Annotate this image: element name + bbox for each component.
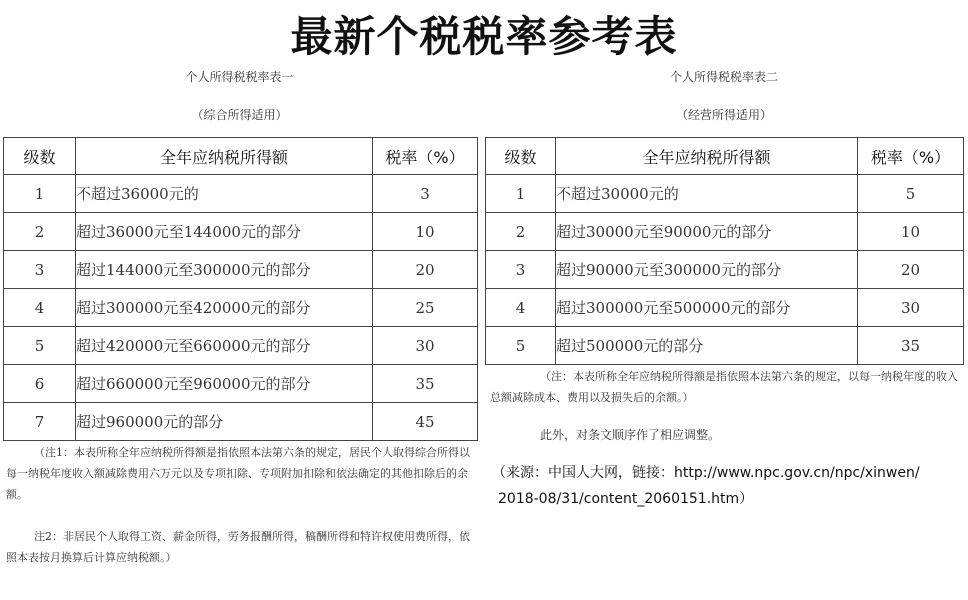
table1-caption: 个人所得税税率表一 [185,70,294,84]
cell-amount: 超过30000元至90000元的部分 [556,213,858,251]
cell-rate: 10 [373,213,478,251]
cell-rate: 30 [858,289,964,327]
table2-caption: 个人所得税税率表二 [669,70,778,84]
cell-amount: 超过420000元至660000元的部分 [76,327,373,365]
table-row [4,327,478,365]
header-level: 级数 [486,138,556,175]
cell-rate: 5 [858,175,964,213]
cell-rate: 20 [373,251,478,289]
cell-rate: 35 [373,365,478,403]
cell-level: 6 [4,365,76,403]
cell-rate: 20 [858,251,964,289]
cell-level: 1 [486,175,556,213]
table2-extra-text: 此外，对条文顺序作了相应调整。 [540,428,721,442]
cell-level: 5 [4,327,76,365]
header-amount: 全年应纳税所得额 [76,138,373,175]
table2-subcaption: （经营所得适用） [675,108,772,122]
table-row [486,175,964,213]
cell-rate: 3 [373,175,478,213]
tax-rate-table-1 [3,137,478,441]
cell-rate: 10 [858,213,964,251]
table1-note-1: （注1：本表所称全年应纳税所得额是指依照本法第六条的规定，居民个人取得综合所得以每一纳税年度收入额减除费用六万元以及专项扣除、专项附加扣除和依法确定的其他扣除后的余额。 [6,446,470,501]
cell-level: 2 [4,213,76,251]
table-row [4,289,478,327]
cell-amount: 超过300000元至500000元的部分 [556,289,858,327]
cell-rate: 25 [373,289,478,327]
table-row [486,213,964,251]
source-text [492,460,964,512]
table-header-row [486,138,964,175]
table1-subcaption: （综合所得适用） [191,108,288,122]
cell-amount: 超过300000元至420000元的部分 [76,289,373,327]
header-rate: 税率（%） [858,138,964,175]
cell-amount: 超过144000元至300000元的部分 [76,251,373,289]
cell-level: 4 [486,289,556,327]
cell-level: 1 [4,175,76,213]
cell-level: 5 [486,327,556,365]
cell-rate: 45 [373,403,478,441]
tax-rate-table-2 [485,137,964,365]
cell-amount: 不超过30000元的 [556,175,858,213]
source-line-1: （来源：中国人大网，链接：http://www.npc.gov.cn/npc/xinwen/ [492,465,920,481]
table-row [4,403,478,441]
cell-amount: 超过500000元的部分 [556,327,858,365]
cell-level: 7 [4,403,76,441]
header-level: 级数 [4,138,76,175]
table-header-row [4,138,478,175]
table2-note: （注：本表所称全年应纳税所得额是指依照本法第六条的规定，以每一纳税年度的收入总额减除成本、费用以及损失后的余额。） [490,370,958,404]
source-line-2: 2018-08/31/content_2060151.htm） [498,491,754,507]
cell-amount: 超过960000元的部分 [76,403,373,441]
page-title: 最新个税税率参考表 [290,12,678,61]
cell-rate: 35 [858,327,964,365]
cell-rate: 30 [373,327,478,365]
table-row [486,289,964,327]
cell-amount: 不超过36000元的 [76,175,373,213]
cell-level: 3 [486,251,556,289]
table-row [4,365,478,403]
cell-level: 3 [4,251,76,289]
table1-note-2: 注2：非居民个人取得工资、薪金所得，劳务报酬所得，稿酬所得和特许权使用费所得，依照本表按月换算后计算应纳税额。） [6,530,470,564]
table-row [4,175,478,213]
table-row [486,251,964,289]
cell-amount: 超过36000元至144000元的部分 [76,213,373,251]
table-row [486,327,964,365]
cell-level: 2 [486,213,556,251]
table-row [4,213,478,251]
header-rate: 税率（%） [373,138,478,175]
table-row [4,251,478,289]
cell-amount: 超过660000元至960000元的部分 [76,365,373,403]
header-amount: 全年应纳税所得额 [556,138,858,175]
cell-amount: 超过90000元至300000元的部分 [556,251,858,289]
cell-level: 4 [4,289,76,327]
